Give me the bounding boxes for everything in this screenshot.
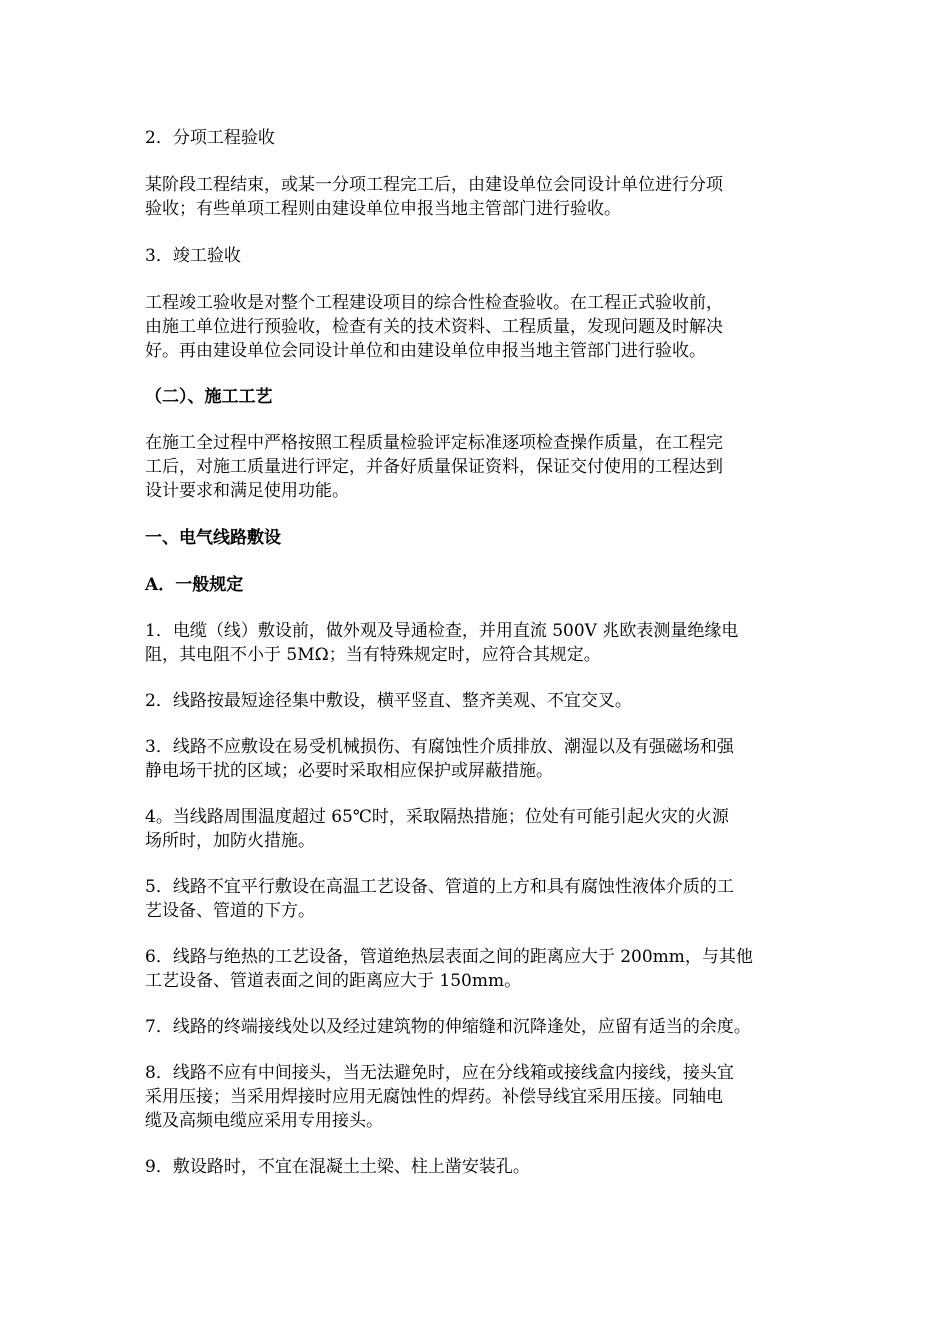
section-heading-electrical-wiring: 一、电气线路敷设 (145, 528, 281, 548)
list-item-rule-9: 9．敷设路时，不宜在混凝土土梁、柱上凿安装孔。 (145, 1157, 530, 1177)
list-item-rule-6: 6．线路与绝热的工艺设备，管道绝热层表面之间的距离应大于 200mm，与其他 工艺设备、管道表面之间的距离应大于 150mm。 (145, 947, 753, 991)
list-item-rule-3: 3．线路不应敷设在易受机械损伤、有腐蚀性介质排放、潮湿以及有强磁场和强 静电场干扰的区域；必要时采取相应保护或屏蔽措施。 (145, 737, 734, 781)
section-heading-construction-process: （二）、施工工艺 (145, 387, 273, 407)
list-item-rule-1: 1．电缆（线）敷设前，做外观及导通检查，并用直流 500V 兆欧表测量绝缘电 阻，其电阻不小于 5MΩ；当有特殊规定时，应符合其规定。 (145, 621, 739, 665)
list-item-rule-2: 2．线路按最短途径集中敷设，横平竖直、整齐美观、不宜交叉。 (145, 691, 632, 711)
subsection-heading-subitem-acceptance: 2．分项工程验收 (145, 128, 275, 148)
paragraph-subitem-acceptance: 某阶段工程结束，或某一分项工程完工后，由建设单位会同设计单位进行分项 验收；有些单项工程则由建设单位申报当地主管部门进行验收。 (145, 175, 723, 219)
subsection-heading-general-rules: A．一般规定 (145, 575, 244, 595)
paragraph-construction-process: 在施工全过程中严格按照工程质量检验评定标准逐项检查操作质量，在工程完 工后，对施工质量进行评定，并备好质量保证资料，保证交付使用的工程达到 设计要求和满足使用功能。 (145, 433, 723, 501)
document-page (145, 126, 825, 1179)
paragraph-completion-acceptance: 工程竣工验收是对整个工程建设项目的综合性检查验收。在工程正式验收前， 由施工单位进行预验收，检查有关的技术资料、工程质量，发现问题及时解决 好。再由建设单位会同设计单位和由建设单位申报当地主管部门进行验收。 (145, 293, 723, 361)
list-item-rule-5: 5．线路不宜平行敷设在高温工艺设备、管道的上方和具有腐蚀性液体介质的工 艺设备、管道的下方。 (145, 877, 734, 921)
list-item-rule-7: 7．线路的终端接线处以及经过建筑物的伸缩缝和沉降逢处，应留有适当的余度。 (145, 1017, 751, 1037)
list-item-rule-4: 4。当线路周围温度超过 65℃时，采取隔热措施；位处有可能引起火灾的火源 场所时，加防火措施。 (145, 807, 729, 851)
list-item-rule-8: 8．线路不应有中间接头，当无法避免时，应在分线箱或接线盒内接线，接头宜 采用压接；当采用焊接时应用无腐蚀性的焊药。补偿导线宜采用压接。同轴电 缆及高频电缆应采用专用接头。 (145, 1063, 734, 1131)
subsection-heading-completion-acceptance: 3．竣工验收 (145, 246, 241, 266)
